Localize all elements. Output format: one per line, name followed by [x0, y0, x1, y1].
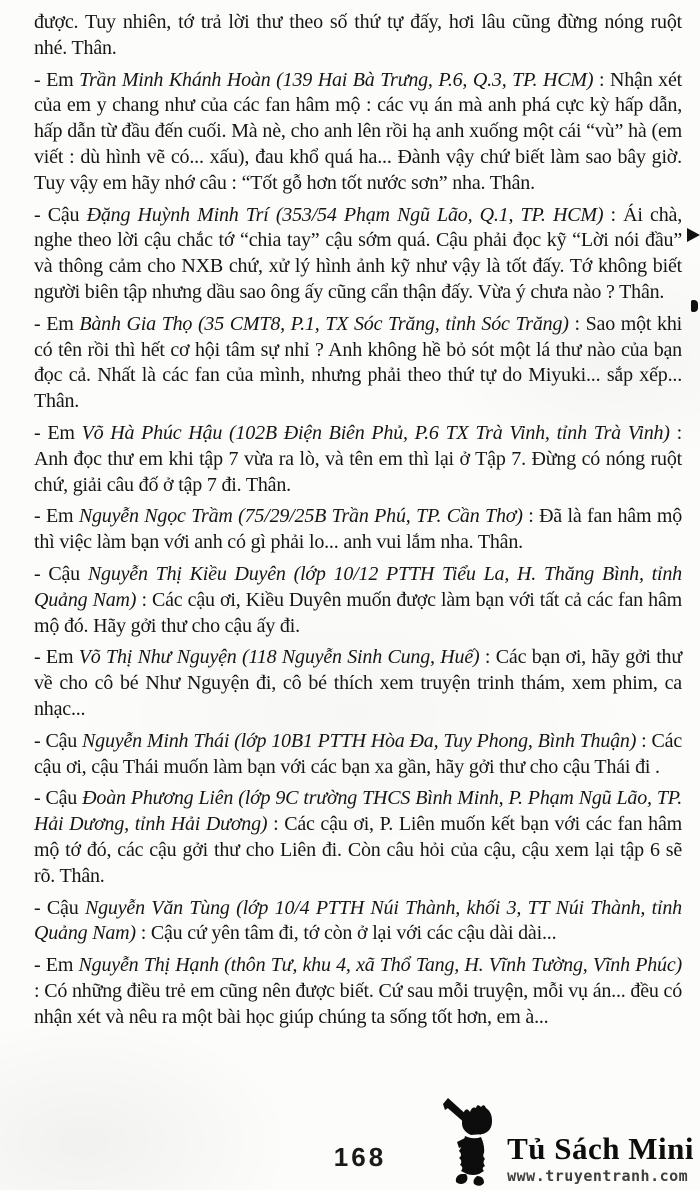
reply-text: - Cậu	[34, 787, 83, 810]
sender-name-address: Nguyễn Thị Kiều Duyên (lớp 10/12 PTTH Tiểu La, H. Thăng Bình, tỉnh Quảng Nam)	[34, 562, 682, 611]
reply-text: : Sao một khi có tên rồi thì hết cơ hội tâm sự nhỉ ? Anh không hề bỏ sót một lá thư nào của bạn đọc cả. Nhất là các fan của mình, nhưng phải theo thứ tự do Miyuki... sắp xếp... Thân.	[34, 312, 682, 413]
sender-name-address: Đoàn Phương Liên (lớp 9C trường THCS Bình Minh, P. Phạm Ngũ Lão, TP. Hải Dương, tỉnh Hải Dương)	[34, 787, 682, 836]
reply-text: - Em	[34, 68, 80, 91]
letter-paragraph	[34, 953, 682, 1030]
reply-text: - Cậu	[34, 203, 87, 226]
chibi-mascot-silhouette-icon	[443, 1096, 505, 1188]
reply-text: - Cậu	[34, 729, 83, 752]
sender-name-address: Nguyễn Ngọc Trầm (75/29/25B Trần Phú, TP. Cần Thơ)	[78, 505, 523, 528]
reply-text: - Em	[34, 312, 80, 335]
letters-list	[34, 10, 682, 1036]
letter-paragraph	[34, 786, 682, 889]
reply-text: : Anh đọc thư em khi tập 7 vừa ra lò, và tên em thì lại ở Tập 7. Đừng có nóng ruột chứ, giải câu đố ở tập 7 đi. Thân.	[34, 421, 682, 496]
reply-text: : Các cậu ơi, P. Liên muốn kết bạn với các fan hâm mộ tớ đó, các cậu gởi thư cho Liên đi. Còn câu hỏi của cậu, cậu xem lại tập 6 sẽ rõ. Thân.	[34, 813, 683, 887]
reply-text: : Các bạn ơi, hãy gởi thư về cho cô bé Như Nguyện đi, cô bé thích xem truyện trinh thám, xem phim, ca nhạc...	[34, 646, 682, 720]
letter-paragraph	[34, 10, 682, 62]
sender-name-address: Nguyễn Thị Hạnh (thôn Tư, khu 4, xã Thổ Tang, H. Vĩnh Tường, Vĩnh Phúc)	[78, 954, 682, 977]
sender-name-address: Võ Thị Như Nguyện (118 Nguyễn Sinh Cung, Huế)	[78, 646, 480, 669]
sender-name-address: Võ Hà Phúc Hậu (102B Điện Biên Phủ, P.6 TX Trà Vinh, tỉnh Trà Vinh)	[81, 421, 670, 444]
publisher-url: www.truyentranh.com	[507, 1167, 689, 1185]
page-number: 168	[333, 1142, 387, 1172]
sender-name-address: Bành Gia Thọ (35 CMT8, P.1, TX Sóc Trăng, tỉnh Sóc Trăng)	[79, 312, 569, 335]
letter-paragraph	[34, 504, 682, 556]
scan-artifact-blot-icon	[691, 300, 698, 312]
reply-text: - Cậu	[34, 562, 88, 585]
letter-paragraph	[34, 562, 682, 639]
sender-name-address: Nguyễn Minh Thái (lớp 10B1 PTTH Hòa Đa, Tuy Phong, Bình Thuận)	[82, 729, 637, 752]
reply-text: - Em	[34, 421, 82, 444]
reply-text: : Có những điều trẻ em cũng nên được biết. Cứ sau mỗi truyện, mỗi vụ án... đều có nhận xét và nêu ra một bài học giúp chúng ta sống tốt hơn, em à...	[34, 979, 682, 1028]
letter-paragraph	[34, 729, 682, 781]
sender-name-address: Nguyễn Văn Tùng (lớp 10/4 PTTH Núi Thành, khối 3, TT Núi Thành, tỉnh Quảng Nam)	[34, 896, 682, 945]
reply-text: - Em	[34, 646, 79, 669]
publisher-logo	[443, 1096, 694, 1188]
sender-name-address: Đặng Huỳnh Minh Trí (353/54 Phạm Ngũ Lão, Q.1, TP. HCM)	[86, 203, 604, 226]
reply-text: : Đã là fan hâm mộ thì việc làm bạn với anh có gì phải lo... anh vui lắm nha. Thân.	[34, 505, 682, 554]
reply-text: - Cậu	[34, 896, 85, 919]
reply-text: - Em	[34, 954, 79, 977]
reply-text: - Em	[34, 505, 79, 528]
reply-text: : Nhận xét của em y chang như của các fan hâm mộ : các vụ án mà anh phá cực kỳ hấp dẫn, hấp dẫn từ đầu đến cuối. Mà nè, cho anh lên rồi hạ anh xuống một cái “vù” hà (em viết : dù hình vẽ có... xấu), đau khổ quá ha... Đành vậy chứ biết làm sao bây giờ. Tuy vậy em hãy nhớ câu : “Tốt gỗ hơn tốt nước sơn” nha. Thân.	[34, 68, 682, 194]
letter-paragraph	[34, 645, 682, 722]
letter-paragraph	[34, 312, 682, 415]
reply-text: : Các cậu ơi, Kiều Duyên muốn được làm bạn với tất cả các fan hâm mộ đó. Hãy gởi thư cho cậu ấy đi.	[34, 588, 682, 637]
letter-paragraph	[34, 203, 682, 306]
letter-paragraph	[34, 421, 682, 498]
letter-paragraph	[34, 896, 682, 948]
publisher-logo-text	[507, 1132, 694, 1188]
publisher-name: Tủ Sách Mini	[507, 1131, 694, 1166]
reply-text: được. Tuy nhiên, tớ trả lời thư theo số thứ tự đấy, hơi lâu cũng đừng nóng ruột nhé. Thân.	[34, 11, 682, 59]
sender-name-address: Trần Minh Khánh Hoàn (139 Hai Bà Trưng, P.6, Q.3, TP. HCM)	[79, 68, 594, 91]
reply-text: : Các cậu ơi, cậu Thái muốn làm bạn với các bạn xa gần, hãy gởi thư cho cậu Thái đi .	[34, 729, 682, 778]
reply-text: : Ái chà, nghe theo lời cậu chắc tớ “chia tay” cậu sớm quá. Cậu phải đọc kỹ “Lời nói đầu” và thông cảm cho NXB chứ, xử lý hình ảnh kỹ như vậy là tốt đấy. Tớ không biết người biên tập nhưng dầu sao ông ấy cũng cẩn thận đấy. Vừa ý chưa nào ? Thân.	[34, 203, 682, 303]
reply-text: : Cậu cứ yên tâm đi, tớ còn ở lại với các cậu dài dài...	[135, 922, 557, 945]
scan-artifact-triangle-icon	[687, 228, 700, 242]
letter-paragraph	[34, 68, 682, 197]
